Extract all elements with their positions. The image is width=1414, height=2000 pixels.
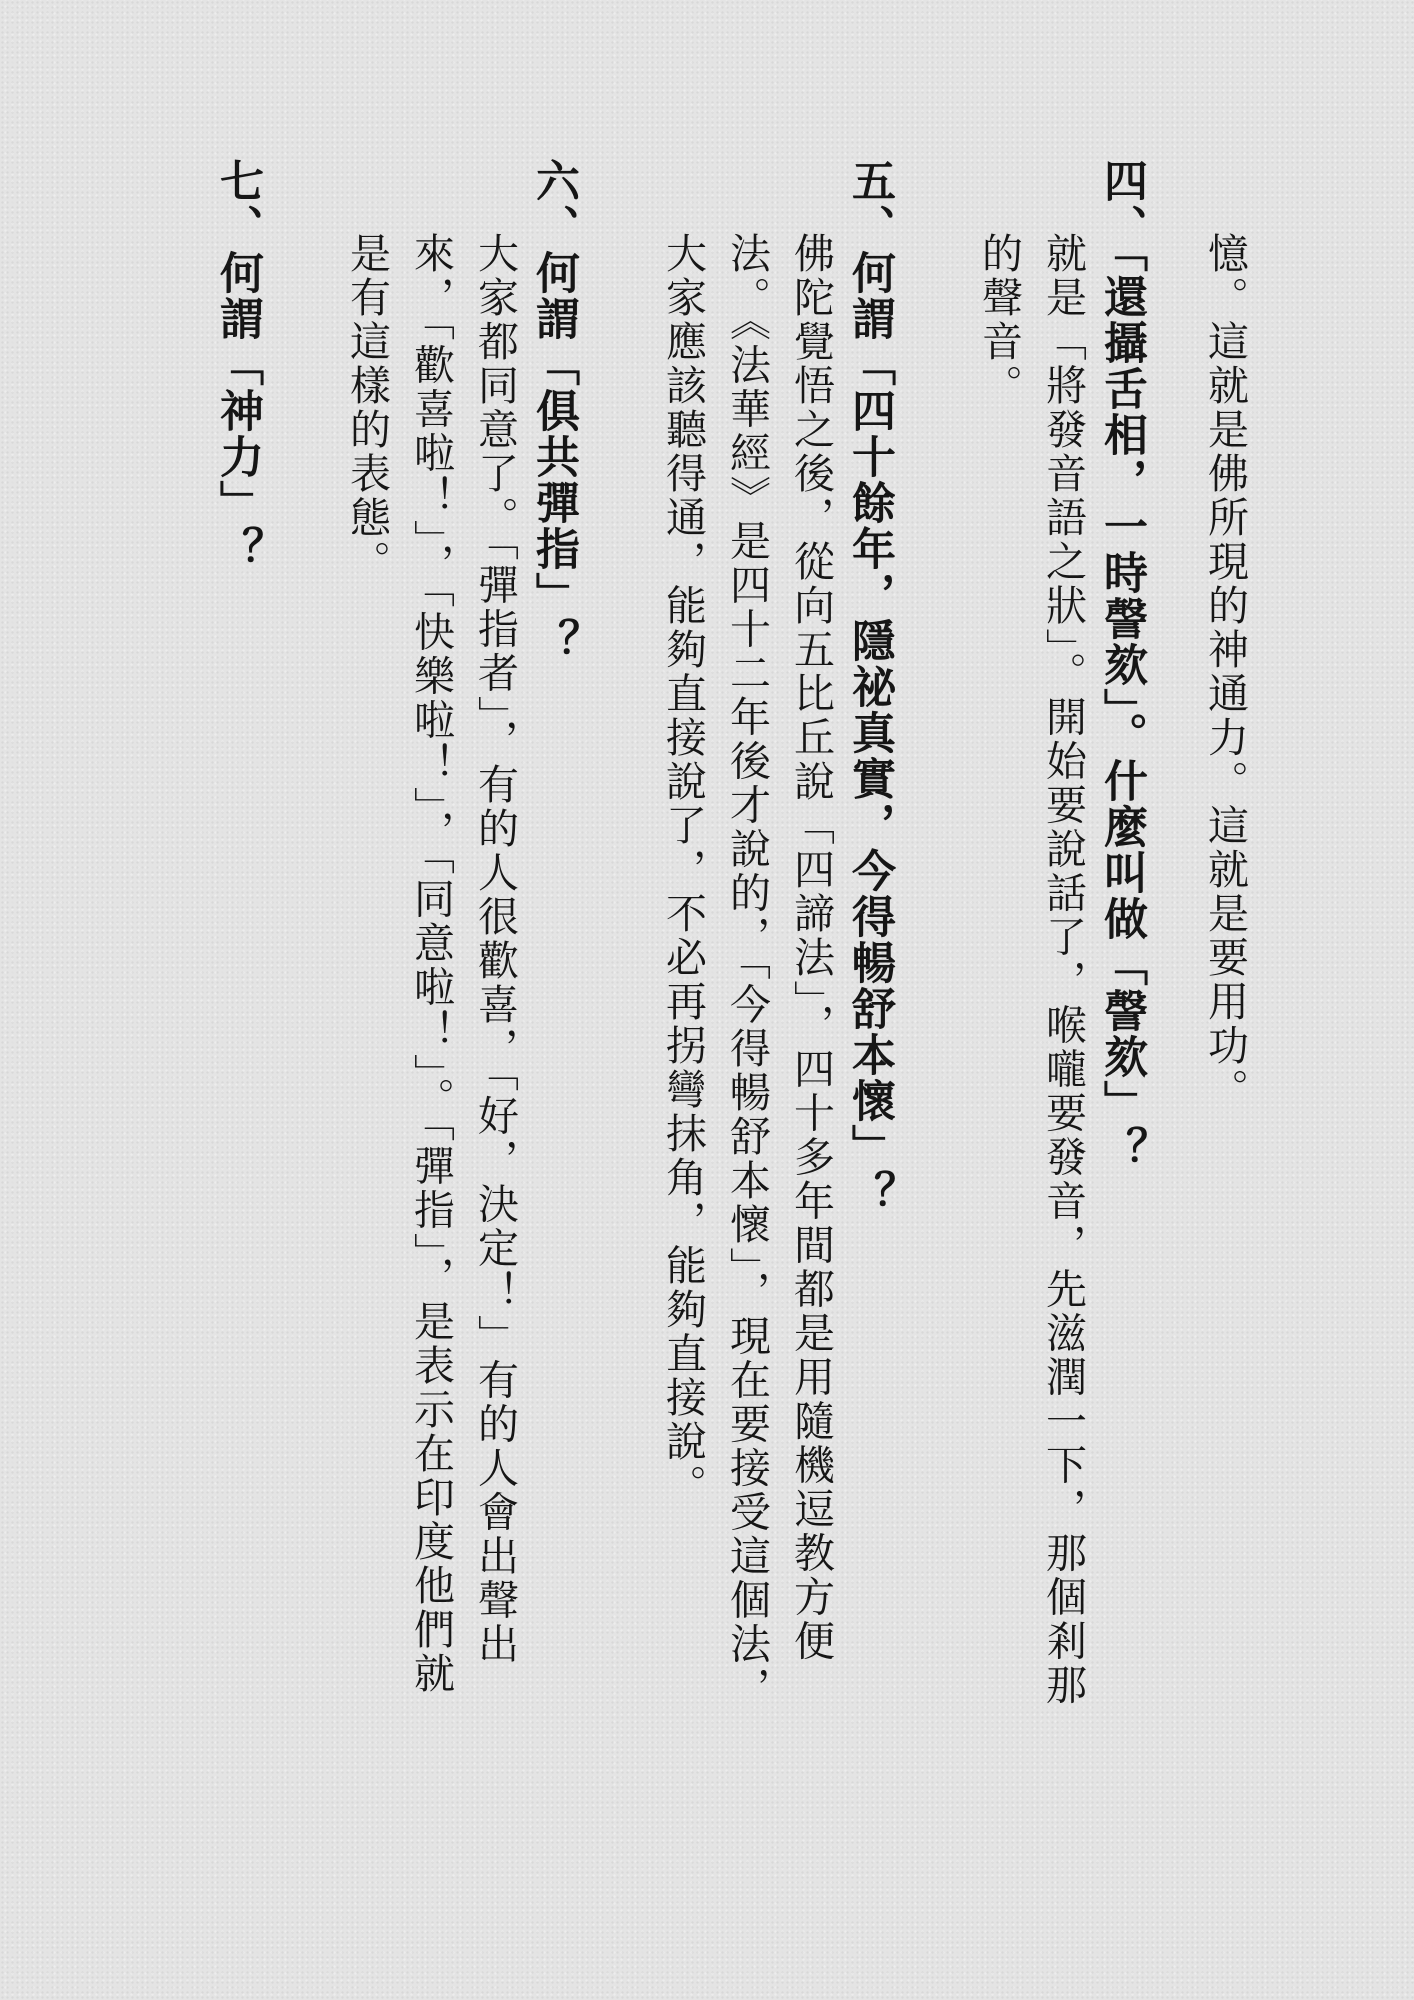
section-5-line-3: 大家應該聽得通，能夠直接說了，不必再拐彎抹角，能夠直接說。 <box>659 232 707 1508</box>
section-4-heading: 四、「還攝舌相，一時謦欬」。什麼叫做「謦欬」？ <box>1096 158 1147 1172</box>
section-6-heading: 六、何謂「俱共彈指」？ <box>528 158 579 664</box>
section-6-line-3: 是有這樣的表態。 <box>343 232 391 584</box>
section-4-line-1: 就是「將發音語之狀」。開始要說話了，喉嚨要發音，先滋潤一下，那個剎那 <box>1039 232 1087 1708</box>
section-7-heading: 七、何謂「神力」？ <box>212 158 263 572</box>
section-6-line-1: 大家都同意了。「彈指者」，有的人很歡喜，「好，決定！」有的人會出聲出 <box>471 232 519 1667</box>
section-5-heading: 五、何謂「四十餘年，隱祕真實，今得暢舒本懷」？ <box>844 158 895 1216</box>
continuation-line: 憶。這就是佛所現的神通力。這就是要用功。 <box>1201 232 1249 1112</box>
section-6-line-2: 來，「歡喜啦！」，「快樂啦！」，「同意啦！」。「彈指」，是表示在印度他們就 <box>407 232 455 1696</box>
section-4-line-2: 的聲音。 <box>975 232 1023 408</box>
section-5-line-1: 佛陀覺悟之後，從向五比丘說「四諦法」，四十多年間都是用隨機逗教方便 <box>787 232 835 1664</box>
section-5-line-2: 法。《法華經》是四十二年後才說的，「今得暢舒本懷」，現在要接受這個法， <box>723 232 771 1711</box>
